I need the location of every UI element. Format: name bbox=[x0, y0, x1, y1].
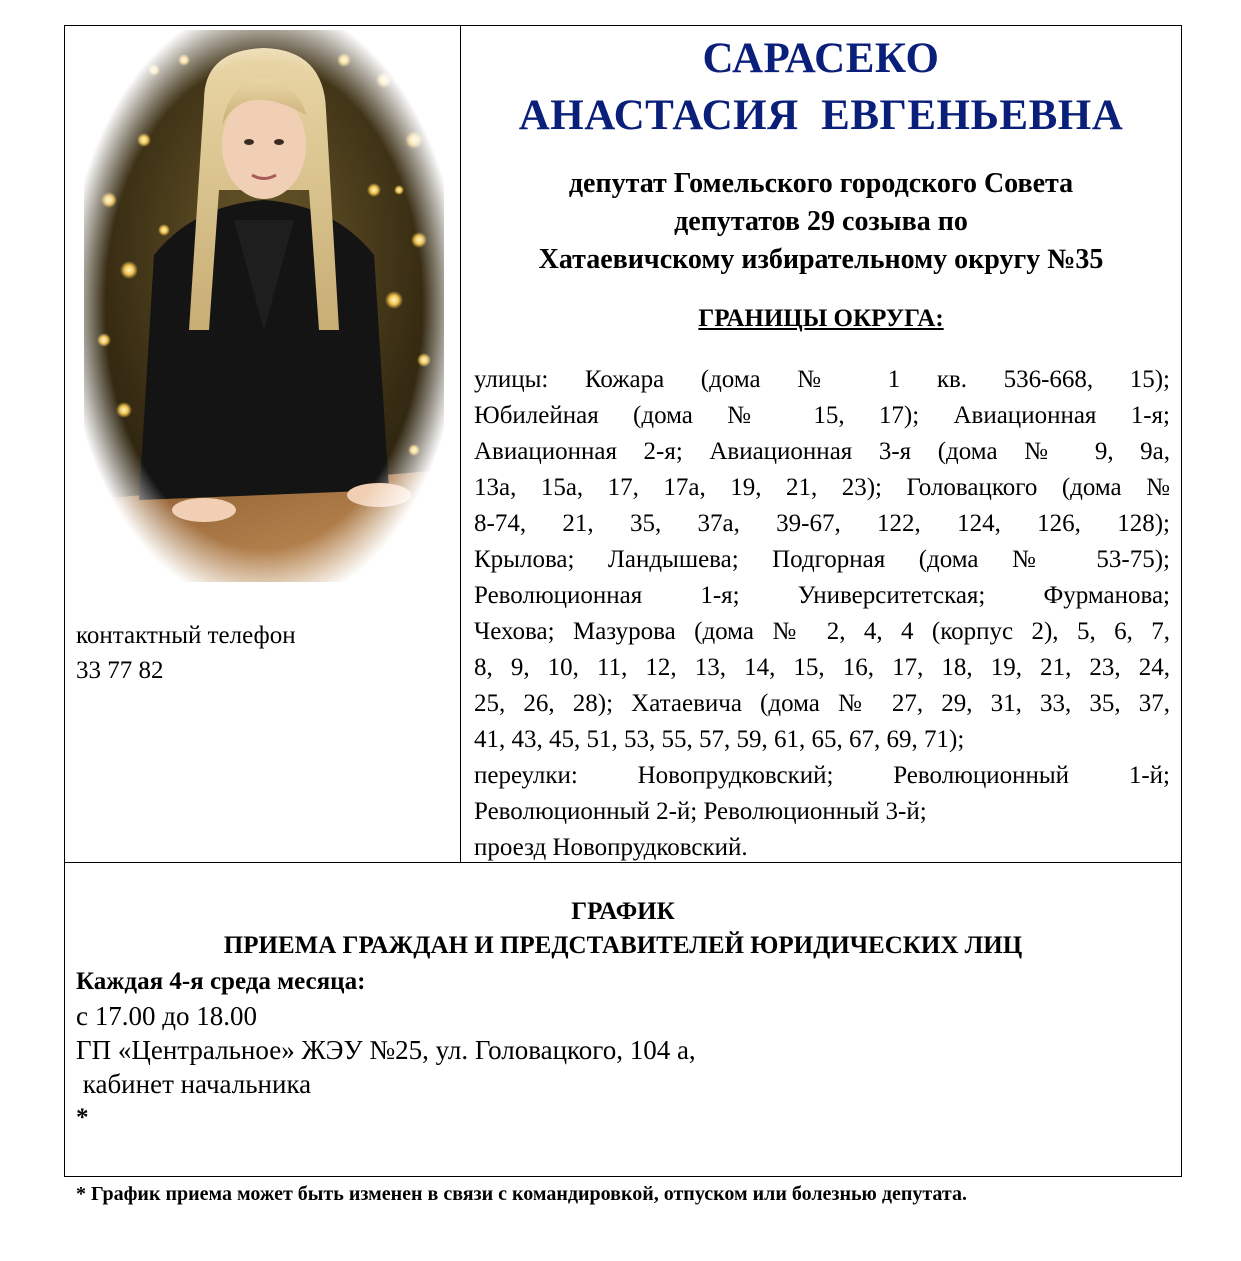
contact-label: контактный телефон bbox=[76, 622, 296, 649]
bounds-line: Крылова; Ландышева; Подгорная (дома № 53-75); bbox=[474, 546, 1170, 573]
contact-phone: 33 77 82 bbox=[76, 657, 164, 684]
bounds-line: 8-74, 21, 35, 37а, 39-67, 122, 124, 126, 128); bbox=[474, 510, 1170, 537]
bounds-line: 41, 43, 45, 51, 53, 55, 57, 59, 61, 65, 67, 69, 71); bbox=[474, 726, 965, 753]
bounds-line: Революционный 2-й; Революционный 3-й; bbox=[474, 798, 927, 825]
bounds-line: улицы: Кожара (дома № 1 кв. 536-668, 15); bbox=[474, 366, 1170, 393]
bounds-line: Авиационная 2-я; Авиационная 3-я (дома № 9, 9а, bbox=[474, 438, 1170, 465]
surname: САРАСЕКО bbox=[702, 35, 940, 82]
deputy-photo bbox=[84, 30, 444, 582]
bounds-line: 25, 26, 28); Хатаевича (дома № 27, 29, 31, 33, 35, 37, bbox=[474, 690, 1170, 717]
schedule-title-line: ПРИЕМА ГРАЖДАН И ПРЕДСТАВИТЕЛЕЙ ЮРИДИЧЕСКИХ ЛИЦ bbox=[223, 932, 1023, 959]
deputy-name bbox=[462, 30, 1180, 144]
schedule-room: кабинет начальника bbox=[76, 1069, 312, 1099]
contact-block bbox=[76, 618, 296, 688]
role-line: депутатов 29 созыва по bbox=[674, 206, 968, 237]
bounds-line: Революционная 1-я; Университетская; Фурманова; bbox=[474, 582, 1170, 609]
column-divider bbox=[460, 25, 461, 863]
role-line: депутат Гомельского городского Совета bbox=[568, 168, 1074, 199]
bounds-line: Юбилейная (дома № 15, 17); Авиационная 1-я; bbox=[474, 402, 1170, 429]
footnote: * График приема может быть изменен в связи с командировкой, отпуском или болезнью депутата. bbox=[76, 1183, 967, 1205]
bounds-line: Чехова; Мазурова (дома № 2, 4, 4 (корпус 2), 5, 6, 7, bbox=[474, 618, 1170, 645]
schedule-day: Каждая 4-я среда месяца: bbox=[76, 968, 366, 995]
schedule-body bbox=[76, 965, 696, 1135]
bounds-line: проезд Новопрудковский. bbox=[474, 834, 748, 861]
deputy-role bbox=[462, 165, 1180, 279]
schedule-mark: * bbox=[76, 1104, 89, 1131]
schedule-time: с 17.00 до 18.00 bbox=[76, 1001, 257, 1031]
schedule-title bbox=[64, 895, 1182, 963]
bounds-text bbox=[474, 362, 1170, 866]
bounds-line: 8, 9, 10, 11, 12, 13, 14, 15, 16, 17, 18, 19, 21, 23, 24, bbox=[474, 654, 1170, 681]
schedule-place: ГП «Центральное» ЖЭУ №25, ул. Головацкого, 104 а, bbox=[76, 1035, 696, 1065]
bounds-line: 13а, 15а, 17, 17а, 19, 21, 23); Головацкого (дома № bbox=[474, 474, 1170, 501]
schedule-title-line: ГРАФИК bbox=[571, 898, 675, 925]
bounds-title: ГРАНИЦЫ ОКРУГА: bbox=[698, 305, 944, 332]
bounds-line: переулки: Новопрудковский; Революционный 1-й; bbox=[474, 762, 1170, 789]
role-line: Хатаевичскому избирательному округу №35 bbox=[538, 244, 1104, 275]
given-names: АНАСТАСИЯ ЕВГЕНЬЕВНА bbox=[518, 92, 1124, 139]
